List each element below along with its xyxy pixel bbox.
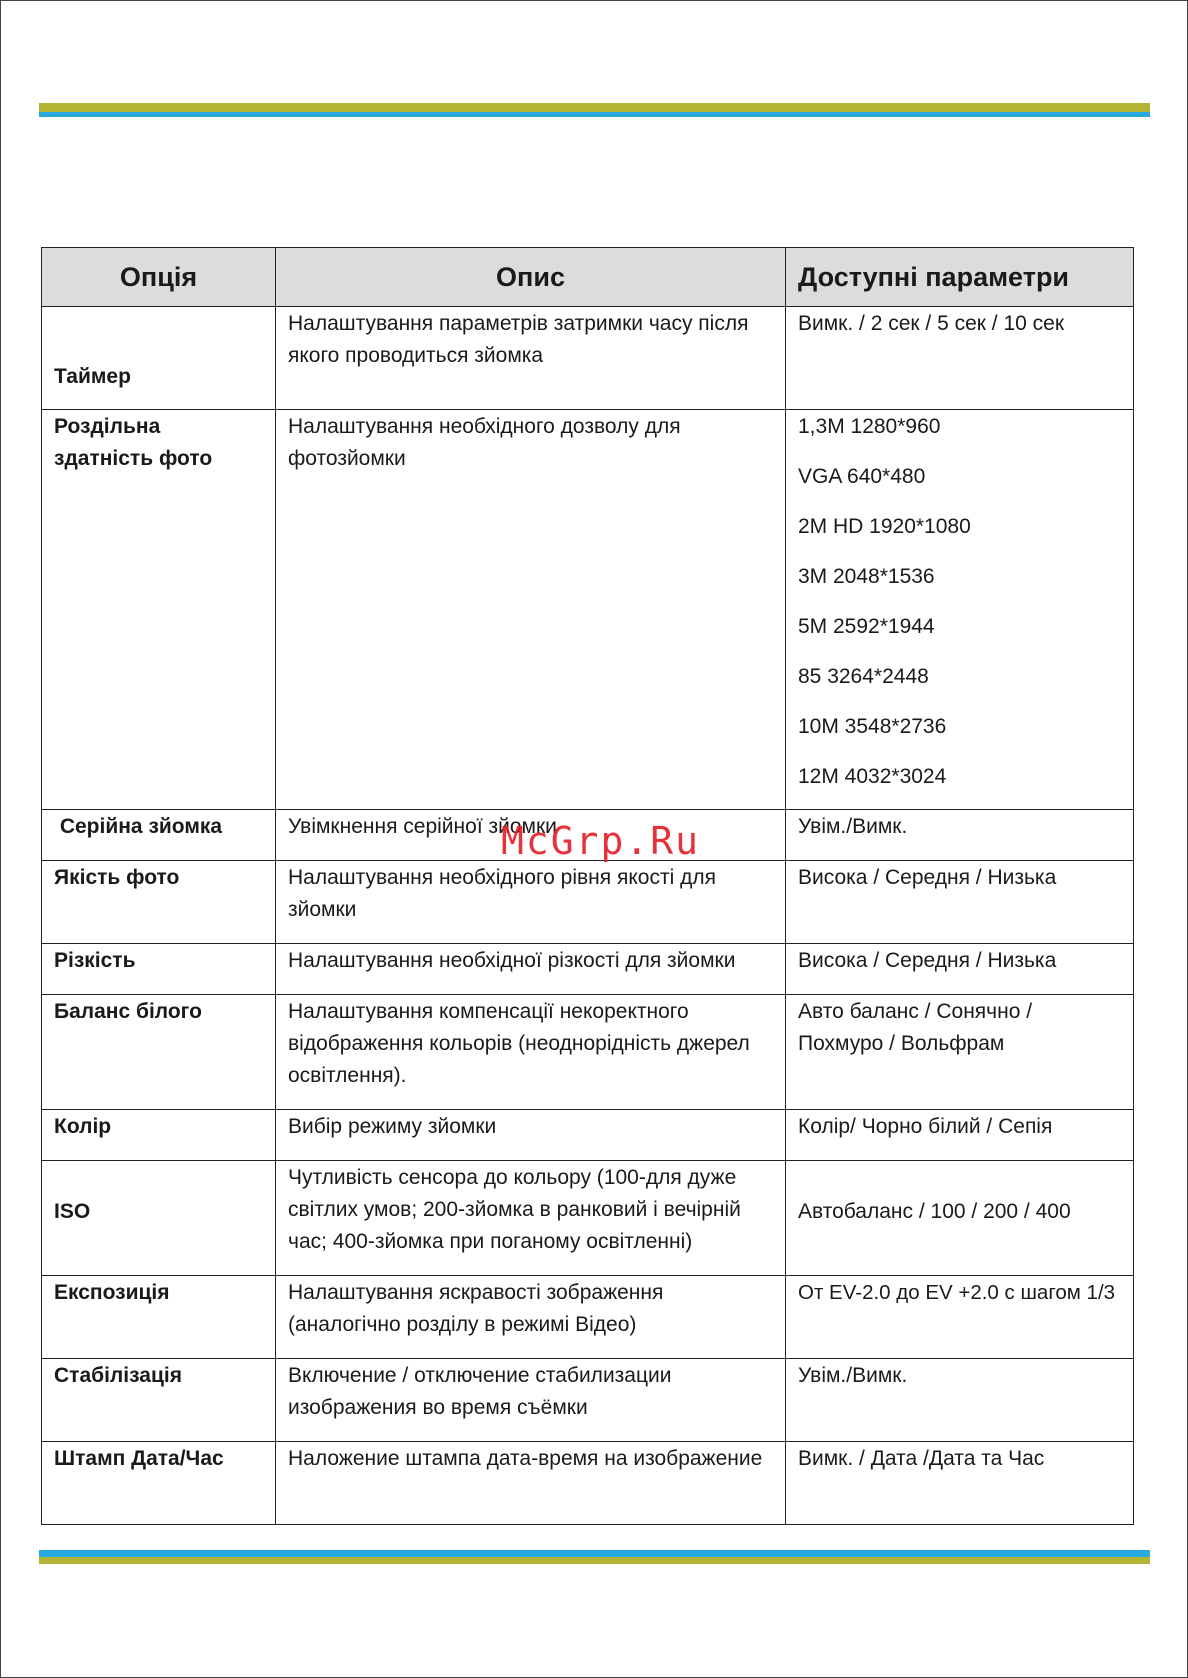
description-cell: Налаштування необхідного рівня якості для зйомки: [276, 861, 786, 944]
table-row: [42, 1276, 1134, 1359]
option-cell: Експозиція: [42, 1276, 276, 1359]
params-cell: Вимк. / 2 сек / 5 сек / 10 сек: [786, 307, 1134, 410]
list-item: 10M 3548*2736: [798, 715, 947, 738]
description-cell: Чутливість сенсора до кольору (100-для дуже світлих умов; 200-зйомка в ранковий і вечірній час; 400-зйомка при поганому освітленні): [276, 1161, 786, 1276]
params-cell: От EV-2.0 до EV +2.0 с шагом 1/3: [786, 1276, 1134, 1359]
params-cell: Авто баланс / Сонячно / Похмуро / Вольфрам: [786, 995, 1134, 1110]
header-params: Доступні параметри: [786, 248, 1134, 307]
option-cell: Якість фото: [42, 861, 276, 944]
table-row: [42, 944, 1134, 995]
option-cell: Серійна зйомка: [42, 810, 276, 861]
bottom-decorative-stripe: [39, 1550, 1150, 1564]
table-row: [42, 1110, 1134, 1161]
description-cell: Наложение штампа дата-время на изображение: [276, 1442, 786, 1525]
option-cell: Штамп Дата/Час: [42, 1442, 276, 1525]
option-cell: Різкість: [42, 944, 276, 995]
olive-band: [39, 103, 1150, 112]
list-item: VGA 640*480: [798, 465, 926, 488]
table-row: [42, 1161, 1134, 1276]
list-item: 85 3264*2448: [798, 665, 929, 688]
list-item: 12M 4032*3024: [798, 765, 947, 788]
olive-band: [39, 1557, 1150, 1564]
option-cell: Таймер: [42, 307, 276, 410]
option-cell: Баланс білого: [42, 995, 276, 1110]
table-row: [42, 995, 1134, 1110]
params-cell: Висока / Середня / Низька: [786, 944, 1134, 995]
table-row: [42, 410, 1134, 810]
params-cell: Увім./Вимк.: [786, 1359, 1134, 1442]
description-cell: Вибір режиму зйомки: [276, 1110, 786, 1161]
params-cell: [786, 410, 1134, 810]
header-option: Опція: [42, 248, 276, 307]
resolution-list: [798, 411, 1123, 793]
description-cell: Налаштування яскравості зображення (аналогічно розділу в режимі Відео): [276, 1276, 786, 1359]
params-cell: Колір/ Чорно білий / Сепія: [786, 1110, 1134, 1161]
photo-settings-table: [41, 247, 1134, 1525]
list-item: 3M 2048*1536: [798, 565, 935, 588]
description-cell: Налаштування необхідного дозволу для фотозйомки: [276, 410, 786, 810]
option-cell: Стабілізація: [42, 1359, 276, 1442]
params-cell: Автобаланс / 100 / 200 / 400: [786, 1161, 1134, 1276]
blue-band: [39, 1550, 1150, 1557]
table-row: [42, 1359, 1134, 1442]
table-row: [42, 1442, 1134, 1525]
description-cell: Увімкнення серійної зйомки: [276, 810, 786, 861]
blue-band: [39, 112, 1150, 117]
list-item: 5M 2592*1944: [798, 615, 935, 638]
params-cell: Висока / Середня / Низька: [786, 861, 1134, 944]
list-item: 1,3M 1280*960: [798, 415, 941, 438]
option-cell: ISO: [42, 1161, 276, 1276]
params-cell: Вимк. / Дата /Дата та Час: [786, 1442, 1134, 1525]
params-cell: Увім./Вимк.: [786, 810, 1134, 861]
option-cell: Колір: [42, 1110, 276, 1161]
option-cell: Роздільна здатність фото: [42, 410, 276, 810]
site-watermark: McGrp.Ru: [501, 819, 701, 863]
description-cell: Налаштування компенсації некоректного відображення кольорів (неоднорідність джерел освітлення).: [276, 995, 786, 1110]
table-header-row: [42, 248, 1134, 307]
table-row: [42, 861, 1134, 944]
description-cell: Налаштування параметрів затримки часу після якого проводиться зйомка: [276, 307, 786, 410]
description-cell: Налаштування необхідної різкості для зйомки: [276, 944, 786, 995]
top-decorative-stripe: [39, 103, 1150, 117]
header-description: Опис: [276, 248, 786, 307]
table-row: [42, 307, 1134, 410]
description-cell: Включение / отключение стабилизации изображения во время съёмки: [276, 1359, 786, 1442]
list-item: 2M HD 1920*1080: [798, 515, 971, 538]
